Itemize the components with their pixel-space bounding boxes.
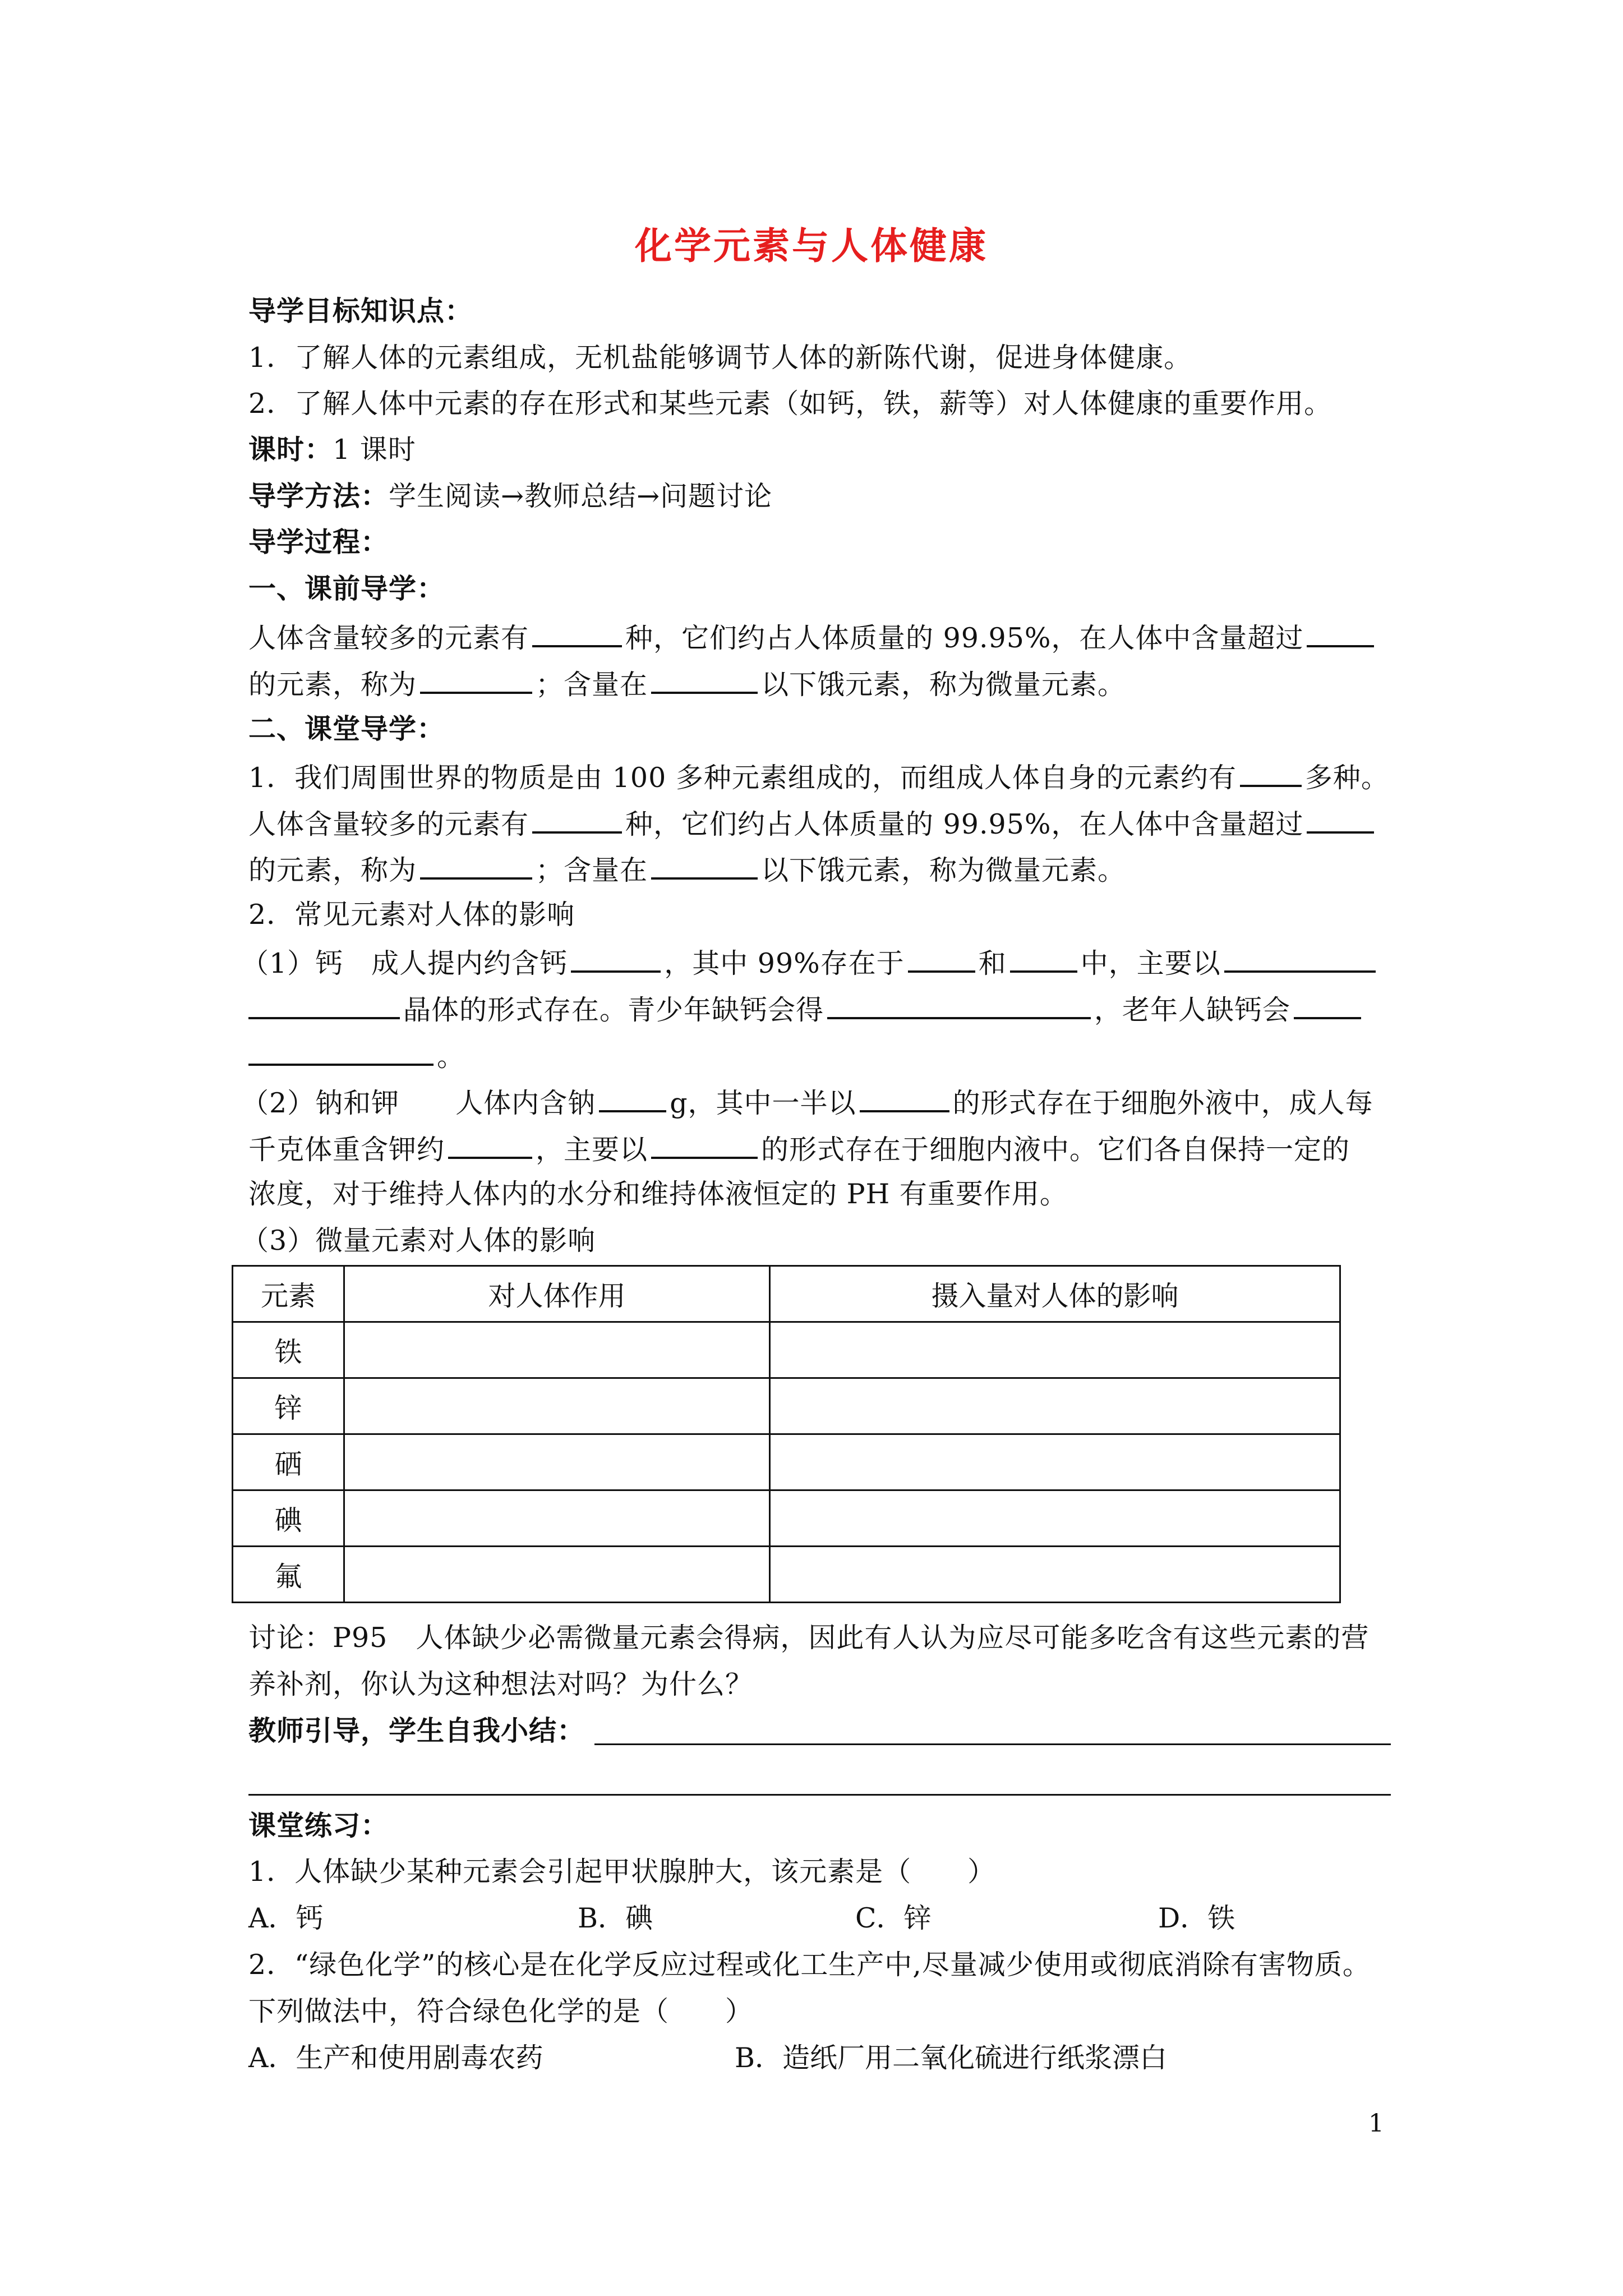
calcium-line-3 (248, 1038, 465, 1074)
option-d[interactable]: D．铁 (1158, 1902, 1235, 1934)
fill-blank[interactable] (571, 945, 661, 973)
element-cell: 碘 (233, 1490, 344, 1547)
process-heading: 导学过程： (248, 526, 389, 558)
text-segment: （2）钠和钾 人体内含钠 (241, 1087, 596, 1119)
in-class-q1 (248, 759, 1389, 795)
fill-blank[interactable] (248, 1038, 434, 1066)
fill-blank[interactable] (248, 991, 400, 1019)
fill-blank[interactable] (860, 1084, 949, 1112)
table-header-cell: 对人体作用 (344, 1266, 770, 1322)
practice-q1: 1．人体缺少某种元素会引起甲状腺肿大，该元素是（ ） (248, 1856, 996, 1888)
text-segment: 中，主要以 (1080, 947, 1221, 979)
fill-blank[interactable] (599, 1084, 666, 1112)
fill-blank[interactable] (532, 619, 622, 647)
sodium-line-3: 浓度，对于维持人体内的水分和维持体液恒定的 PH 有重要作用。 (248, 1178, 1068, 1210)
method-value: 学生阅读→教师总结→问题讨论 (389, 480, 773, 512)
page-title: 化学元素与人体健康 (635, 224, 988, 268)
text-segment: 种，它们约占人体质量的 99.95%，在人体中含量超过 (625, 808, 1304, 840)
text-segment: 的元素，称为 (248, 669, 417, 701)
method (248, 480, 772, 513)
fill-blank[interactable] (420, 852, 532, 880)
text-segment: 晶体的形式存在。青少年缺钙会得 (403, 994, 824, 1026)
class-hours (248, 433, 416, 467)
text-segment: 的元素，称为 (248, 854, 417, 886)
practice-q2-line-1: 2．“绿色化学”的核心是在化学反应过程或化工生产中,尽量减少使用或彻底消除有害物质。 (248, 1949, 1371, 1981)
calcium-line-2 (248, 991, 1364, 1027)
text-segment: ；含量在 (536, 854, 648, 886)
objectives-heading: 导学目标知识点： (248, 295, 473, 327)
text-segment: 以下饿元素，称为微量元素。 (761, 669, 1126, 701)
objective-item: 2．了解人体中元素的存在形式和某些元素（如钙，铁，薪等）对人体健康的重要作用。 (248, 388, 1332, 420)
element-cell: 锌 (233, 1378, 344, 1434)
pre-class-line-1 (248, 619, 1377, 655)
intake-cell[interactable] (770, 1434, 1340, 1490)
fill-blank[interactable] (1307, 619, 1374, 647)
text-segment: 种，它们约占人体质量的 99.95%，在人体中含量超过 (625, 622, 1304, 654)
fill-blank[interactable] (1307, 806, 1374, 834)
table-row (233, 1490, 1340, 1547)
method-label: 导学方法： (248, 480, 389, 512)
fill-blank[interactable] (532, 806, 622, 834)
sodium-line-1 (241, 1084, 1373, 1120)
table-row (233, 1378, 1340, 1434)
text-segment: ，其中 99%存在于 (664, 947, 905, 979)
fill-blank[interactable] (420, 666, 532, 694)
effect-cell[interactable] (344, 1547, 770, 1603)
practice-heading: 课堂练习： (248, 1810, 389, 1842)
pre-class-line-2 (248, 666, 1126, 702)
table-header-row (233, 1266, 1340, 1322)
in-class-line-1 (248, 806, 1377, 841)
text-segment: 的形式存在于细胞外液中，成人每 (952, 1087, 1373, 1119)
intake-cell[interactable] (770, 1490, 1340, 1547)
intake-cell[interactable] (770, 1378, 1340, 1434)
text-segment: 的形式存在于细胞内液中。它们各自保持一定的 (761, 1134, 1350, 1166)
effect-cell[interactable] (344, 1434, 770, 1490)
text-segment: 多种。 (1304, 762, 1389, 794)
text-segment: g，其中一半以 (670, 1087, 856, 1119)
text-segment: 和 (978, 947, 1007, 979)
class-hours-label: 课时： (248, 434, 333, 466)
summary-label: 教师引导，学生自我小结： (248, 1715, 585, 1747)
fill-blank[interactable] (1224, 945, 1376, 973)
page-number: 1 (1368, 2109, 1384, 2138)
text-segment: 以下饿元素，称为微量元素。 (761, 854, 1126, 886)
text-segment: ；含量在 (536, 669, 648, 701)
element-cell: 铁 (233, 1322, 344, 1378)
fill-blank[interactable] (1240, 759, 1302, 787)
text-segment: 千克体重含钾约 (248, 1134, 445, 1166)
fill-blank[interactable] (448, 1131, 532, 1159)
effect-cell[interactable] (344, 1378, 770, 1434)
table-header-cell: 摄入量对人体的影响 (770, 1266, 1340, 1322)
element-cell: 硒 (233, 1434, 344, 1490)
text-segment: （1）钙 成人提内约含钙 (241, 947, 568, 979)
fill-blank[interactable] (651, 666, 758, 694)
trace-elements-table (232, 1265, 1341, 1603)
objective-item: 1．了解人体的元素组成，无机盐能够调节人体的新陈代谢，促进身体健康。 (248, 342, 1192, 374)
class-hours-value: 1 课时 (333, 434, 416, 466)
table-row (233, 1322, 1340, 1378)
effect-cell[interactable] (344, 1490, 770, 1547)
in-class-heading: 二、课堂导学： (248, 713, 445, 745)
text-segment: ，主要以 (536, 1134, 648, 1166)
text-segment: 1．我们周围世界的物质是由 100 多种元素组成的，而组成人体自身的元素约有 (248, 762, 1237, 794)
option-a[interactable]: A．钙 (248, 1902, 324, 1934)
table-row (233, 1547, 1340, 1603)
option-b[interactable]: B．碘 (578, 1902, 653, 1934)
summary-answer-line[interactable] (594, 1743, 1391, 1745)
practice-q2-line-2: 下列做法中，符合绿色化学的是（ ） (248, 1995, 754, 2027)
text-segment: 人体含量较多的元素有 (248, 622, 529, 654)
option-a[interactable]: A．生产和使用剧毒农药 (248, 2042, 543, 2074)
fill-blank[interactable] (827, 991, 1091, 1019)
fill-blank[interactable] (651, 1131, 758, 1159)
text-segment: ，老年人缺钙会 (1094, 994, 1291, 1026)
option-c[interactable]: C．锌 (855, 1902, 932, 1934)
effect-cell[interactable] (344, 1322, 770, 1378)
sodium-line-2 (248, 1131, 1350, 1167)
text-segment: 。 (437, 1041, 465, 1073)
table-header-cell: 元素 (233, 1266, 344, 1322)
discussion-line: 养补剂，你认为这种想法对吗？为什么？ (248, 1668, 754, 1700)
fill-blank[interactable] (1010, 945, 1077, 973)
calcium-line-1 (241, 945, 1379, 981)
in-class-line-2 (248, 852, 1126, 887)
summary-answer-line[interactable] (248, 1794, 1391, 1796)
fill-blank[interactable] (908, 945, 975, 973)
fill-blank[interactable] (651, 852, 758, 880)
fill-blank[interactable] (1294, 991, 1361, 1019)
option-b[interactable]: B．造纸厂用二氧化硫进行纸浆漂白 (735, 2042, 1168, 2074)
table-row (233, 1434, 1340, 1490)
text-segment: 人体含量较多的元素有 (248, 808, 529, 840)
intake-cell[interactable] (770, 1547, 1340, 1603)
trace-heading: （3）微量元素对人体的影响 (241, 1225, 596, 1257)
pre-class-heading: 一、课前导学： (248, 573, 445, 605)
in-class-q2: 2．常见元素对人体的影响 (248, 899, 575, 931)
intake-cell[interactable] (770, 1322, 1340, 1378)
element-cell: 氟 (233, 1547, 344, 1603)
discussion-line: 讨论：P95 人体缺少必需微量元素会得病，因此有人认为应尽可能多吃含有这些元素的营 (248, 1622, 1370, 1654)
